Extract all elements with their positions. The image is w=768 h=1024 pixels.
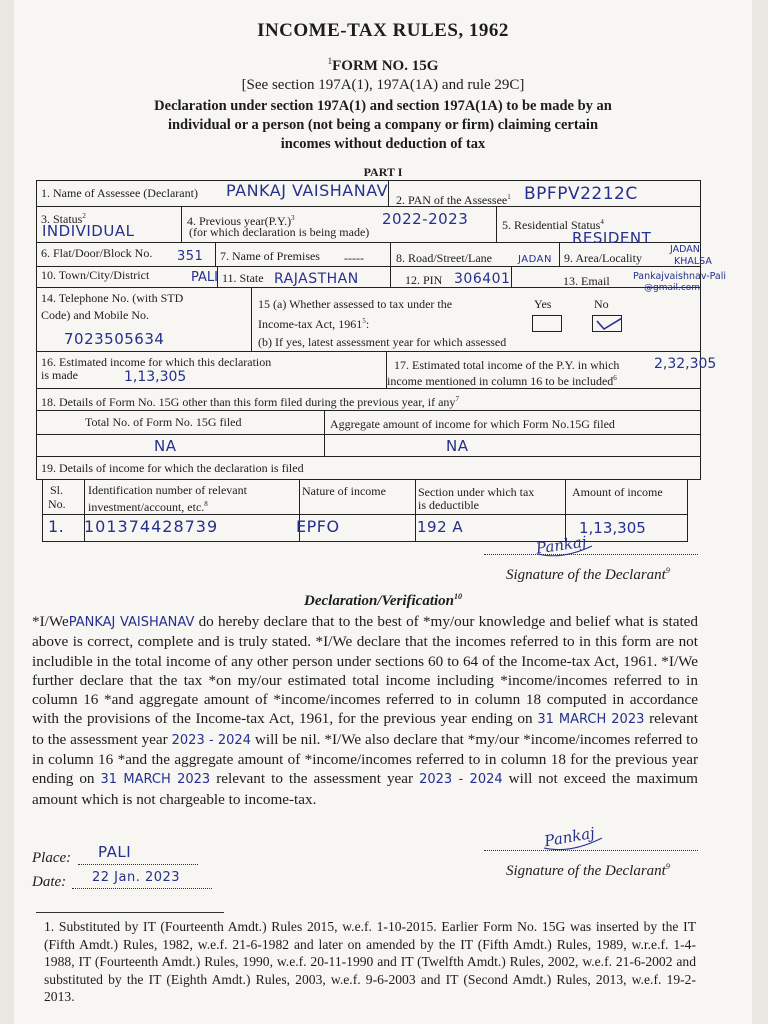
f3-value: INDIVIDUAL [42,222,135,240]
f19-col-sl-1: Sl. [50,483,64,497]
f9-value-1: JADAN [670,244,700,255]
f18-col1: Total No. of Form No. 15G filed [85,415,242,429]
f14-label-1: 14. Telephone No. (with STD [41,291,184,305]
signature-label-2-text: Signature of the Declarant [506,863,666,879]
f16-label-1: 16. Estimated income for which this declaration [41,355,272,369]
f15b-label: (b) If yes, latest assessment year for which assessed [258,335,507,349]
verification-paragraph [32,612,698,809]
signature-line-1 [484,554,698,555]
f2-label-text: 2. PAN of the Assessee [396,193,508,207]
f15a-label-2: Income-tax Act, 1961$^5$: [258,317,370,331]
row-sl: 1. [48,517,65,536]
row-amount: 1,13,305 [579,519,646,537]
row-nature: EPFO [296,517,340,536]
f18-col2: Aggregate amount of income for which Form No.15G filed [330,417,615,431]
f13-value-1: Pankajvaishnav-Pali [633,271,727,282]
place-underline [78,864,198,865]
f19-col-sl-2: No. [48,497,66,511]
f19-label: 19. Details of income for which the declaration is filed [41,461,304,475]
f14-label-2: Code) and Mobile No. [41,308,149,322]
f12-label: 12. PIN [405,273,443,287]
assessment-year-fill-2: 2023 - 2024 [419,772,503,788]
f3-sup: 2 [82,212,86,220]
f15a-label-1: 15 (a) Whether assessed to tax under the [258,297,453,311]
form-number [14,56,752,75]
f17-label-2 [387,372,617,388]
verification-title-text: Declaration/Verification [304,593,454,609]
declarant-name-fill: PANKAJ VAISHANAV [68,615,195,630]
f17-value: 2,32,305 [654,356,717,372]
f16-value: 1,13,305 [124,369,187,385]
signature-line-2 [484,850,698,851]
f1-label: 1. Name of Assessee (Declarant) [41,186,198,200]
f18-value-2: NA [446,437,469,455]
signature-label-1 [506,566,670,584]
f9-value-2: KHALSA [674,256,712,267]
verification-text-c: relevant to the assessment year [32,710,698,748]
declaration-heading-2: individual or a person (not being a company or firm) claiming certain [167,117,599,133]
f15a-label-2-text: Income-tax Act, 1961 [258,317,363,331]
verification-text-f: will not exceed the maximum amount which is not chargeable to income-tax. [32,770,698,808]
f15-yes-label: Yes [534,297,552,311]
f14-value: 7023505634 [64,330,165,348]
row-section: 192 A [417,518,464,536]
declaration-heading-3: incomes without deduction of tax [280,136,486,152]
date-label: Date: [32,874,67,890]
f19-sup: 8 [204,500,208,508]
f19-col-id-2-text: investment/account, etc. [88,500,205,514]
check-mark-icon [592,315,622,332]
verification-text-e: relevant to the assessment year [210,770,420,788]
f4-label-text: 4. Previous year(P.Y.) [187,214,292,228]
row-id: 101374428739 [84,517,219,536]
f2-value: BPFPV2212C [524,184,638,204]
f18-value-1: NA [154,437,177,455]
verification-text-a: *I/We [32,613,69,630]
declarant-signature-1-text: Pankaj [534,532,588,558]
date-underline [72,888,212,889]
date-value: 22 Jan. 2023 [92,870,181,885]
part-label: PART I [363,165,403,179]
f11-value: RAJASTHAN [274,271,359,287]
f10-value: PALI [191,270,218,285]
rules-title: INCOME-TAX RULES, 1962 [257,20,509,41]
f15-no-label: No [594,297,609,311]
f8-value: JADAN [518,254,552,265]
f5-value: RESIDENT [572,229,652,247]
f8-label: 8. Road/Street/Lane [396,251,492,265]
verification-title-sup: 10 [454,592,462,601]
f7-label: 7. Name of Premises [220,249,320,263]
previous-year-end-fill-1: 31 MARCH 2023 [537,712,645,728]
verification-title [14,592,752,610]
assessment-year-fill-1: 2023 - 2024 [171,732,251,748]
f18-label-text: 18. Details of Form No. 15G other than this form filed during the previous year, if any [41,395,456,409]
f17-label-2-text: income mentioned in column 16 to be included [387,374,614,388]
f5-sup: 4 [600,218,604,226]
signature-label-2-sup: 9 [665,862,670,871]
f15-yes-checkbox[interactable] [532,315,562,332]
signature-label-1-text: Signature of the Declarant [506,567,666,583]
f10-label: 10. Town/City/District [41,268,150,282]
declarant-signature-2-text: Pankaj [543,823,597,851]
see-sections: [See section 197A(1), 197A(1A) and rule 29C] [241,77,525,93]
f19-col-id-2 [88,498,208,514]
f15-no-checkbox[interactable] [592,315,622,332]
f6-label: 6. Flat/Door/Block No. [41,246,153,260]
form-number-text: FORM NO. 15G [332,58,439,74]
declaration-heading-1: Declaration under section 197A(1) and section 197A(1A) to be made by an [154,98,612,114]
f19-col-section-1: Section under which tax [418,485,535,499]
f12-value: 306401 [454,271,511,287]
f15a-sup: 5 [362,317,366,325]
f11-label: 11. State [222,271,264,285]
f9-label: 9. Area/Locality [564,251,642,265]
f19-col-amount: Amount of income [572,485,663,499]
f17-label-1: 17. Estimated total income of the P.Y. in which [394,358,620,372]
f18-sup: 7 [455,395,459,403]
f19-col-id-1: Identification number of relevant [88,483,247,497]
f3-label-text: 3. Status [41,212,83,226]
verification-text-b: do hereby declare that to the best of *my/our knowledge and belief what is stated above is correct, complete and is truly stated. *I/We declare that the incomes referred to in this form are not includible in the total income of any other person under sections 60 to 64 of the Income-tax Act, 1961. *I/We further declare that the tax *on my/our estimated total income including *income/incomes referred to in column 16 *and aggregate amount of *income/incomes referred to in column 18 computed in accordance with the provisions of the Income-tax Act, 1961, for the previous year ending on [32,613,698,728]
f4-sub: (for which declaration is being made) [189,225,370,239]
footnote-1: 1. Substituted by IT (Fourteenth Amdt.) Rules 2015, w.e.f. 1-10-2015. Earlier Form No. 15G was inserted by the IT (Fifth Amdt.) Rules, 1982, w.e.f. 21-6-1982 and later on amended by the IT (Fifth Amdt.) Rules, 1989, w.r.e.f. 1-4-1988, IT (Fourteenth Amdt.) Rules, 1990, w.e.f. 20-11-1990 and IT (Twelfth Amdt.) Rules, 2002, w.e.f. 21-6-2002 and substituted by the IT (Eighth Amdt.) Rules, 2003, w.e.f. 9-6-2003 and IT (Second Amdt.) Rules, 2013, w.e.f. 19-2-2013. [44,919,696,1004]
place-label: Place: [32,850,72,866]
f17-sup: 6 [613,374,617,382]
f19-col-section-2: is deductible [418,498,479,512]
place-value: PALI [98,843,132,861]
f2-sup: 1 [507,193,511,201]
f18-label [41,393,459,409]
f16-label-2: is made [41,368,78,382]
previous-year-end-fill-2: 31 MARCH 2023 [100,772,211,788]
f13-value-2: @gmail.com [644,283,701,293]
f7-value: ----- [344,251,364,265]
f2-label [396,191,511,207]
f13-label: 13. Email [563,274,610,288]
form-page [14,0,752,1024]
signature-label-1-sup: 9 [665,566,670,575]
f19-col-nature: Nature of income [302,484,386,498]
footnote-divider [36,912,224,913]
f1-value: PANKAJ VAISHANAV [226,181,389,200]
f4-sup: 3 [291,214,295,222]
signature-label-2 [506,862,670,880]
f5-label-text: 5. Residential Status [502,218,601,232]
declarant-signature-1 [532,526,602,562]
form-number-sup: 1 [327,56,333,66]
verification-text-d: will be nil. *I/We also declare that *my/our *income/incomes referred to in column 16 *and the aggregate amount of *income/incomes referred to in column 18 for the previous year ending on [32,730,698,788]
f6-value: 351 [177,249,204,264]
f4-value: 2022-2023 [382,210,469,228]
